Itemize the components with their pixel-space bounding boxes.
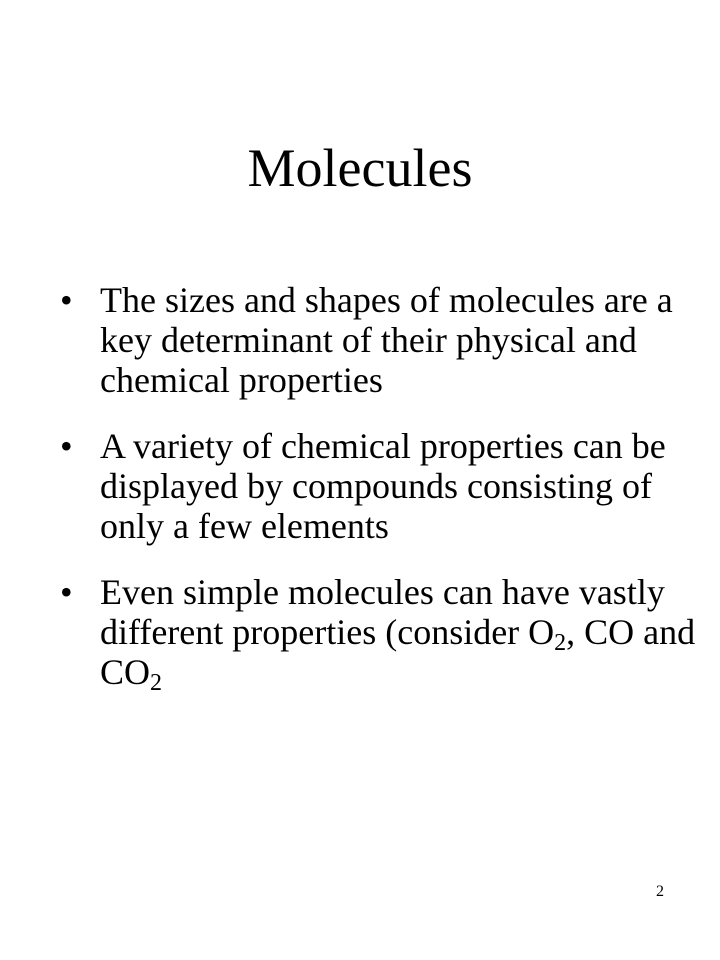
bullet-text: The sizes and shapes of molecules are a key determinant of their physical and chemical properties (100, 280, 673, 400)
bullet-marker: • (60, 572, 73, 612)
bullet-list (60, 280, 700, 718)
subscript: 2 (554, 630, 567, 656)
slide-title: Molecules (247, 138, 473, 198)
bullet-text-part: , CO and CO (100, 612, 696, 692)
slide-number: 2 (656, 883, 664, 900)
bullet-text (100, 572, 696, 696)
bullet-text-part: Even simple molecules can have vastly different properties (consider O (100, 572, 665, 652)
bullet-marker: • (60, 426, 73, 466)
bullet-item (60, 426, 700, 546)
bullet-item (60, 280, 700, 400)
bullet-text: A variety of chemical properties can be displayed by compounds consisting of only a few elements (100, 426, 666, 546)
subscript: 2 (150, 670, 163, 696)
bullet-item (60, 572, 700, 696)
bullet-marker: • (60, 280, 73, 320)
